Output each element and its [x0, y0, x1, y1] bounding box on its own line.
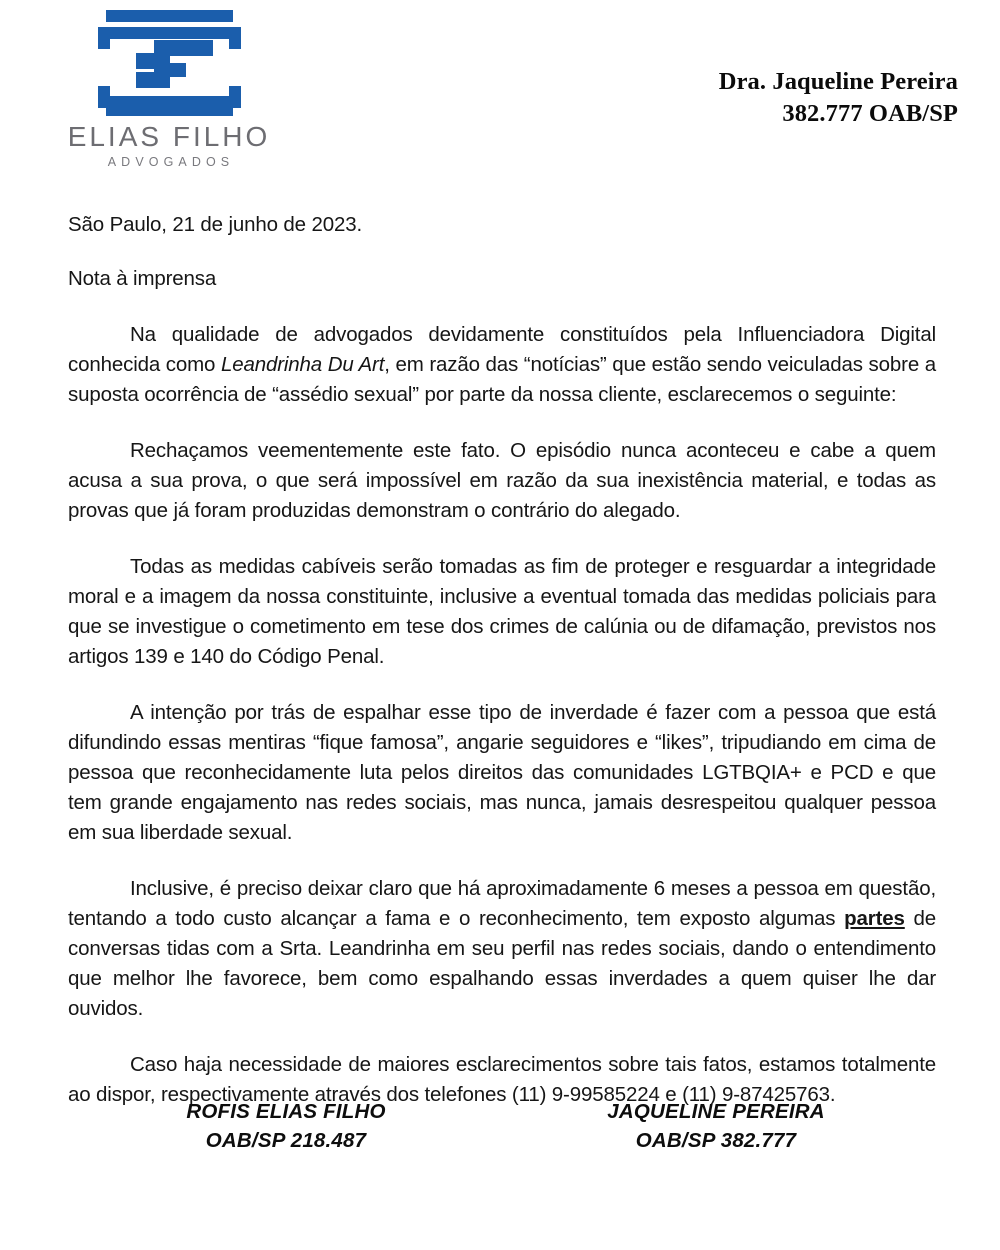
signature-right [536, 1097, 896, 1155]
paragraph-p4 [68, 698, 936, 848]
signatory-name: ROFIS ELIAS FILHO [186, 1100, 386, 1123]
firm-brand [58, 6, 280, 169]
text-run: Na qualidade de advogados devidamente constituídos pela Influenciadora Digital conhecida como [68, 323, 936, 376]
subject-line: Nota à imprensa [68, 267, 217, 290]
spacer [68, 294, 936, 320]
text-run: Rechaçamos veementemente este fato. O episódio nunca aconteceu e cabe a quem acusa a sua prova, o que será impossível em razão da sua inexistência material, e todas as provas que já foram produzidas demonstram o contrário do alegado. [68, 439, 936, 522]
signature-block [68, 1097, 936, 1155]
emphasis-bold-underline: partes [844, 907, 905, 930]
text-run: Caso haja necessidade de maiores esclarecimentos sobre tais fatos, estamos totalmente ao dispor, respectivamente através dos telefones (11) 9-99585224 e (11) 9-87425763. [68, 1053, 936, 1106]
spacer [68, 240, 936, 264]
signatory-registration: OAB/SP 218.487 [205, 1129, 367, 1153]
letterhead [0, 0, 1000, 195]
paragraph-p3 [68, 552, 936, 672]
dateline: São Paulo, 21 de junho de 2023. [68, 213, 362, 236]
text-run: A intenção por trás de espalhar esse tipo de inverdade é fazer com a pessoa que está difundindo essas mentiras “fique famosa”, angarie seguidores e “likes”, tripudiando em cima de pessoa que reconhecidamente luta pelos direitos das comunidades LGTBQIA+ e PCD e que tem grande engajamento nas redes sociais, mas nunca, jamais desrespeitou qualquer pessoa em sua liberdade sexual. [68, 701, 936, 844]
paragraph-list [68, 320, 936, 1110]
text-run: de conversas tidas com a Srta. Leandrinha em seu perfil nas redes sociais, dando o entendimento que melhor lhe favorece, bem como espalhando essas inverdades a quem quiser lhe dar ouvidos. [68, 907, 936, 1020]
emphasis-italic: Leandrinha Du Art [220, 353, 385, 376]
attorney-registration: 382.777 OAB/SP [782, 99, 958, 127]
firm-tagline: ADVOGADOS [107, 155, 235, 170]
paragraph-p2 [68, 436, 936, 526]
attorney-name: Dra. Jaqueline Pereira [718, 68, 958, 95]
elias-filho-monogram-logo-icon [92, 6, 247, 118]
signatory-registration: OAB/SP 382.777 [635, 1129, 797, 1153]
text-run: Todas as medidas cabíveis serão tomadas as fim de proteger e resguardar a integridade moral e a imagem da nossa constituinte, inclusive a eventual tomada das medidas policiais para que se investigue o cometimento em tese dos crimes de calúnia ou de difamação, previstos nos artigos 139 e 140 do Código Penal. [68, 555, 936, 668]
letter-body [68, 210, 936, 1110]
attorney-header [719, 66, 958, 130]
firm-name: ELIAS FILHO [67, 121, 271, 152]
paragraph-p5 [68, 874, 936, 1024]
text-run: Inclusive, é preciso deixar claro que há aproximadamente 6 meses a pessoa em questão, tentando a todo custo alcançar a fama e o reconhecimento, tem exposto algumas [68, 877, 936, 930]
paragraph-p1 [68, 320, 936, 410]
signatory-name: JAQUELINE PEREIRA [607, 1100, 825, 1123]
text-run: , em razão das “notícias” que estão sendo veiculadas sobre a suposta ocorrência de “assédio sexual” por parte da nossa cliente, esclarecemos o seguinte: [68, 353, 936, 406]
signature-left [106, 1097, 466, 1155]
